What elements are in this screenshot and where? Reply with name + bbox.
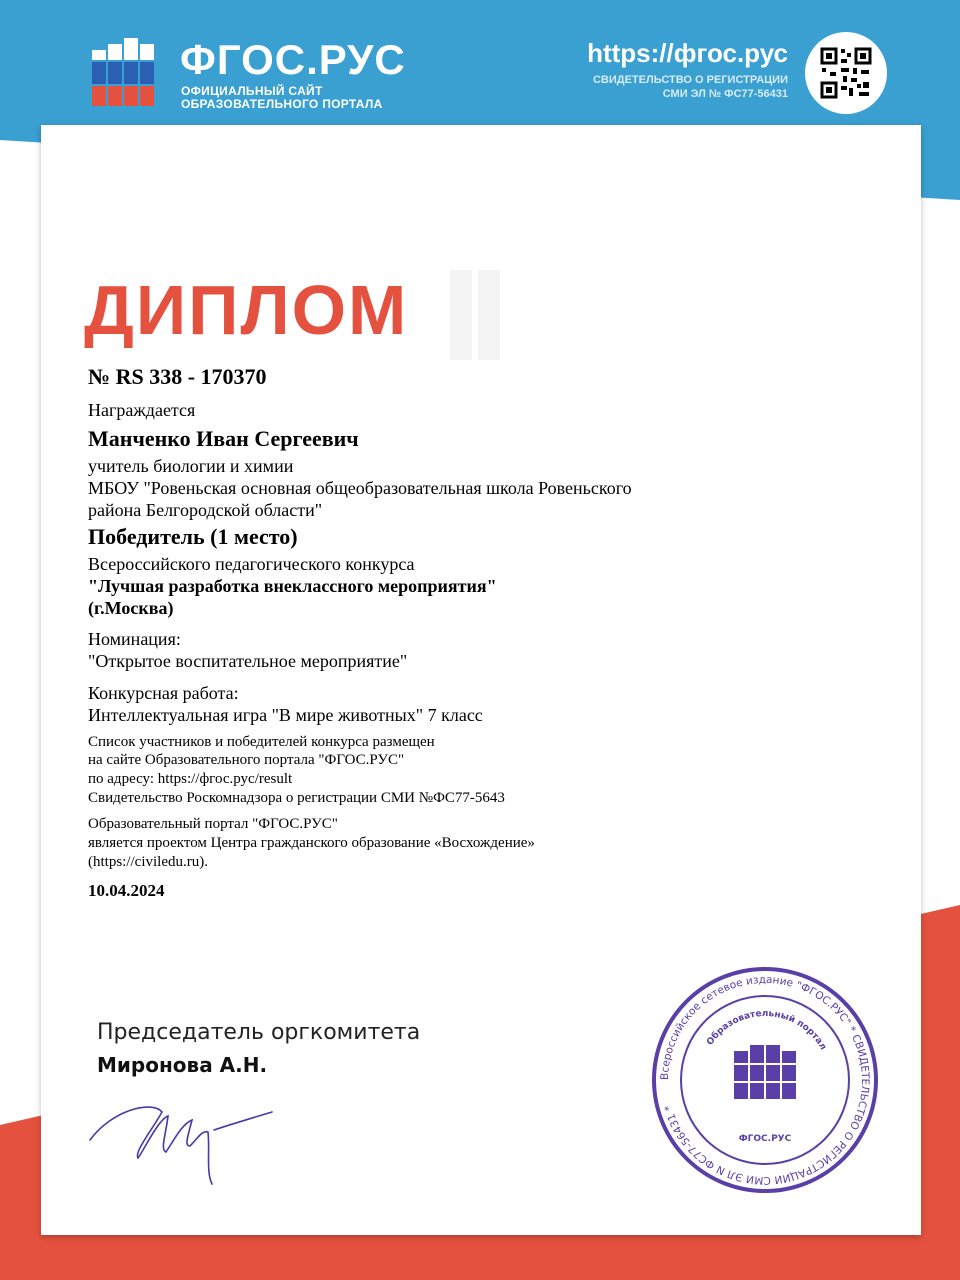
work-label: Конкурсная работа: [88, 683, 239, 703]
stamp-bottom-text: ФГОС.РУС [738, 1134, 792, 1144]
info-line-2: на сайте Образовательного портала "ФГОС.РУС" [88, 752, 405, 768]
info-line-3: по адресу: https://фгос.рус/result [88, 771, 293, 787]
school-line-2: района Белгородской области" [88, 500, 323, 520]
awarded-label: Награждается [88, 400, 196, 420]
diploma-title-text: ДИПЛОМ [84, 271, 409, 349]
info-line-1: Список участников и победителей конкурса размещен [88, 734, 435, 750]
diploma-number: № RS 338 - 170370 [88, 364, 267, 389]
award-place: Победитель (1 место) [88, 524, 298, 549]
header-tagline-2: ОБРАЗОВАТЕЛЬНОГО ПОРТАЛА [181, 97, 383, 111]
chair-title: Председатель оргкомитета [97, 1020, 421, 1045]
contest-type: Всероссийского педагогического конкурса [88, 554, 415, 574]
header-brand: ФГОС.РУС [180, 36, 406, 83]
portal-logo-icon [92, 38, 164, 110]
svg-text:Всероссийское сетевое издание [659, 974, 871, 1186]
recipient-name: Манченко Иван Сергеевич [88, 426, 359, 451]
contest-city: (г.Москва) [88, 598, 174, 618]
school-line-1: МБОУ "Ровеньская основная общеобразовательная школа Ровеньского [88, 478, 632, 498]
qr-code-icon [805, 32, 887, 114]
header-tagline-1: ОФИЦИАЛЬНЫЙ САЙТ [181, 84, 323, 98]
issue-date: 10.04.2024 [88, 881, 165, 900]
header-url-link[interactable]: https://фгос.рус [587, 38, 788, 68]
portal-line-2: является проектом Центра гражданского образование «Восхождение» [88, 835, 535, 851]
header-registration-1: СВИДЕТЕЛЬСТВО О РЕГИСТРАЦИИ [592, 74, 788, 86]
stamp-inner-text: Образовательный портал [705, 1008, 828, 1052]
nomination-value: "Открытое воспитательное мероприятие" [88, 651, 408, 671]
info-line-4: Свидетельство Роскомнадзора о регистрации СМИ №ФС77-5643 [88, 790, 505, 806]
signature-icon [82, 1080, 282, 1190]
contest-name: "Лучшая разработка внеклассного мероприятия" [88, 576, 497, 596]
nomination-label: Номинация: [88, 629, 181, 649]
recipient-position: учитель биологии и химии [88, 456, 294, 476]
official-stamp-icon [650, 965, 880, 1195]
chair-name: Миронова А.Н. [97, 1053, 268, 1077]
stamp-outer-text: Всероссийское сетевое издание "ФГОС.РУС" * СВИДЕТЕЛЬСТВО О РЕГИСТРАЦИИ СМИ ЭЛ N ФС77-56431 * [658, 973, 872, 1187]
work-value: Интеллектуальная игра "В мире животных" 7 класс [88, 705, 483, 725]
diploma-title [80, 270, 510, 370]
portal-line-3: (https://civiledu.ru). [88, 854, 208, 870]
portal-line-1: Образовательный портал "ФГОС.РУС" [88, 816, 338, 832]
header-registration-2: СМИ ЭЛ № ФС77-56431 [662, 88, 788, 100]
